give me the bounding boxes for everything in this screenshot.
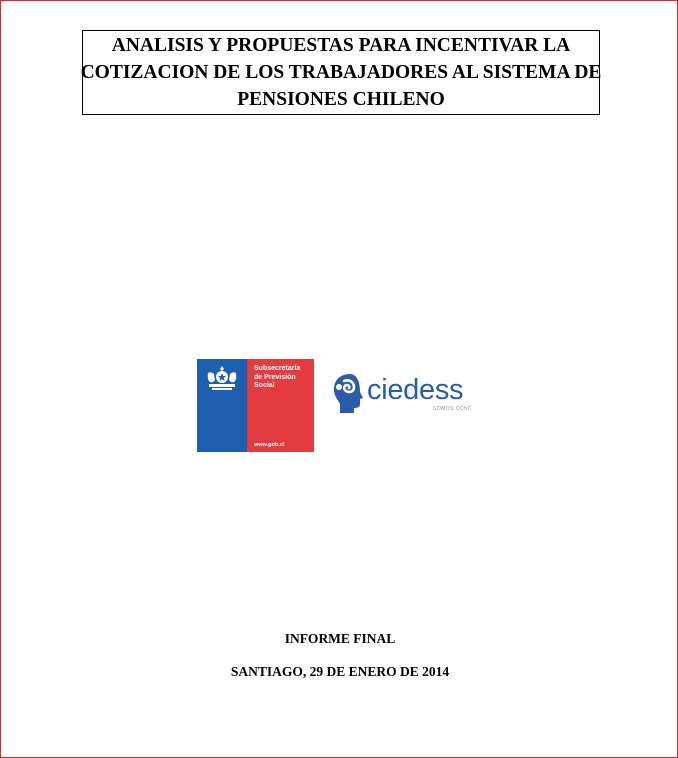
ciedess-logo (330, 371, 480, 417)
ciedess-wordmark: ciedess (367, 374, 464, 406)
title-line-1: ANALISIS Y PROPUESTAS PARA INCENTIVAR LA (111, 35, 571, 56)
report-place-date: SANTIAGO, 29 DE ENERO DE 2014 (230, 664, 450, 679)
ciedess-tagline: SOMOS CChC (433, 406, 472, 412)
gob-url: www.gob.cl (254, 442, 285, 448)
head-profile-icon (330, 371, 366, 415)
agency-name (254, 365, 314, 391)
title-line-3: PENSIONES CHILENO (237, 89, 445, 110)
coat-of-arms-icon (203, 363, 241, 393)
agency-name-line-3: Social (254, 382, 275, 389)
gobierno-logo (197, 359, 314, 452)
title-line-2: COTIZACION DE LOS TRABAJADORES AL SISTEMA DE (80, 62, 602, 83)
agency-name-line-2: de Previsión (254, 373, 296, 381)
title-box (82, 30, 600, 115)
report-type: INFORME FINAL (284, 631, 396, 646)
gobierno-logo-red-panel (247, 359, 314, 452)
agency-name-line-1: Subsecretaría (254, 365, 301, 372)
gobierno-logo-blue-panel (197, 359, 247, 452)
